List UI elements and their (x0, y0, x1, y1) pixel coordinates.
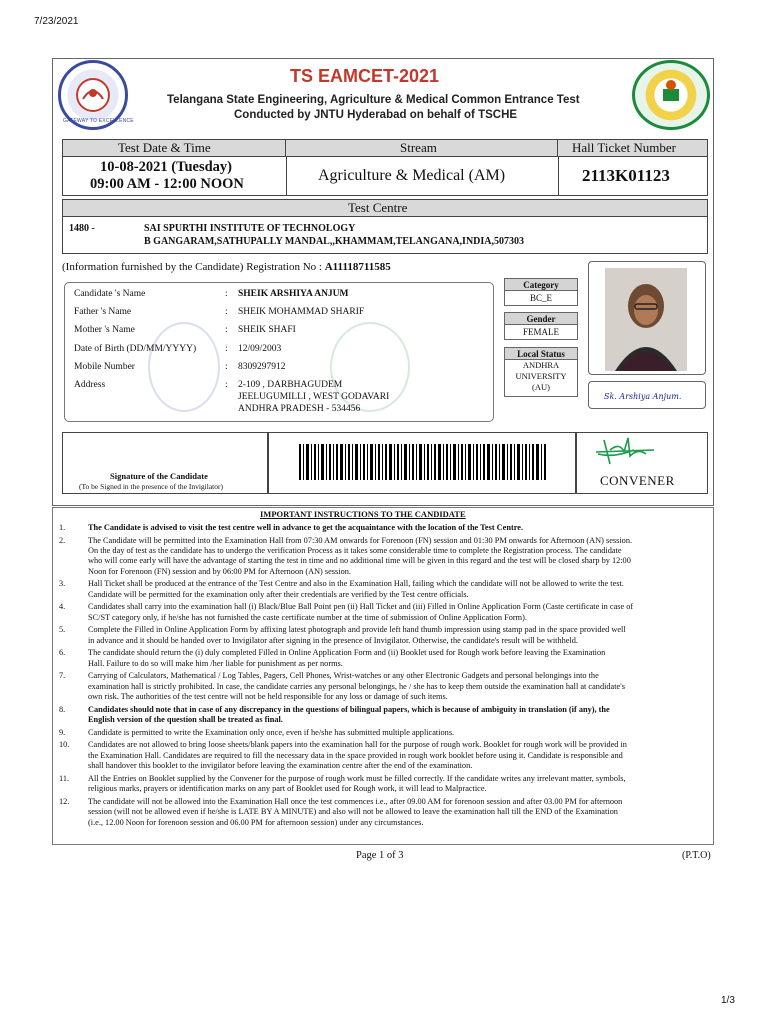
address-line-2: JEELUGUMILLI , WEST GODAVARI (238, 392, 390, 402)
address-label: Address (74, 380, 106, 390)
instruction-text: Carrying of Calculators, Mathematical / Log Tables, Pagers, Cell Phones, Wrist-watches or any other Electronic Gadgets and personal belongings into the (88, 671, 599, 681)
instruction-text: Candidates are not allowed to bring loose sheets/blank papers into the examination hall for the purpose of rough work. Booklet for rough work will be provided in (88, 740, 627, 750)
pto-label: (P.T.O) (682, 850, 711, 861)
instruction-number: 9. (59, 727, 66, 737)
instruction-text: Candidates should note that in case of any discrepancy in the questions of bilingual papers, which is because of ambiguity in translation (if any), the (88, 704, 610, 714)
instruction-number: 7. (59, 671, 66, 681)
instruction-text: Noon for Forenoon (FN) session and by 06:00 PM for Afternoon (AN) session. (88, 566, 351, 576)
instruction-text: The candidate should return the (i) duly completed Filled in Online Application Form and (ii) Booklet used for Rough work before leaving the Examination (88, 648, 606, 658)
gender-value: FEMALE (523, 327, 559, 337)
test-centre-heading: Test Centre (348, 200, 408, 215)
category-label: Category (505, 279, 577, 291)
candidate-signature-note: (To be Signed in the presence of the Invigilator) (79, 482, 224, 491)
instruction-number: 8. (59, 704, 66, 714)
instruction-number: 1. (59, 523, 66, 532)
left-logo-motto: GATEWAY TO EXCELLENCE (63, 118, 134, 124)
page-title (290, 66, 439, 87)
instruction-text: On the day of test as the candidate has to undergo the verification Process as it takes some considerable time to complete the Registration process. The candidate (88, 546, 622, 555)
instruction-number: 4. (59, 602, 66, 612)
mobile-number: 8309297912 (238, 362, 286, 372)
instruction-text: The Candidate is advised to visit the test centre well in advance to get the acquaintance with the location of the Test Centre. (88, 523, 524, 532)
instruction-number: 2. (59, 535, 66, 545)
address-line-1: 2-109 , DARBHAGUDEM (238, 380, 343, 390)
test-date: 10-08-2021 (Tuesday) (100, 159, 232, 175)
candidate-signature-label: Signature of the Candidate (110, 471, 208, 481)
instruction-number: 10. (59, 740, 70, 750)
gender-box (504, 312, 578, 340)
title-prefix: TS EAMCET (290, 66, 394, 86)
colon: : (225, 344, 228, 354)
instructions-heading: IMPORTANT INSTRUCTIONS TO THE CANDIDATE (260, 509, 466, 519)
colon: : (225, 362, 228, 372)
convener-signature (594, 432, 690, 468)
hall-ticket-number: 2113K01123 (582, 166, 670, 185)
instruction-text: session (will not be allowed even if he/she is LATE BY A MINUTE) and also will not be allowed to leave the examination hall till the END of the Examination (88, 807, 618, 817)
watermark-jntu-icon (148, 322, 220, 412)
instruction-text: Complete the Filled in Online Application Form by affixing latest photograph and provide left hand thumb impression using stamp pad in the space provided well (88, 625, 626, 635)
category-box (504, 278, 578, 306)
address-line-3: ANDHRA PRADESH - 534456 (238, 404, 361, 414)
instruction-number: 11. (59, 773, 70, 783)
instruction-text: Hall. Failure to do so will make him /her liable for punishment as per norms. (88, 658, 343, 668)
local-status-line-2: UNIVERSITY (515, 371, 567, 381)
centre-address: B GANGARAM,SATHUPALLY MANDAL,,KHAMMAM,TELANGANA,INDIA,507303 (144, 236, 524, 247)
colon: : (225, 380, 228, 390)
mother-name: SHEIK SHAFI (238, 325, 296, 335)
instruction-text: own risk. The authorities of the test centre will not be held responsible for any loss or damage of such items. (88, 692, 448, 702)
instruction-number: 6. (59, 648, 66, 658)
header-test-date: Test Date & Time (118, 140, 211, 155)
instruction-number: 3. (59, 579, 66, 589)
local-status-line-3: (AU) (532, 382, 550, 392)
registration-label: (Information furnished by the Candidate) Registration No : (62, 261, 325, 273)
divider (285, 139, 286, 157)
test-time: 09:00 AM - 12:00 NOON (90, 176, 244, 192)
stream-value: Agriculture & Medical (AM) (318, 167, 506, 184)
convener-label: CONVENER (600, 473, 675, 488)
subtitle-2: Conducted by JNTU Hyderabad on behalf of TSCHE (234, 109, 518, 121)
instruction-text: Candidate is permitted to write the Examination only once, even if he/she has submitted multiple applications. (88, 727, 455, 737)
local-status-label: Local Status (505, 348, 577, 360)
instruction-text: Hall Ticket shall be produced at the entrance of the Test Centre and also in the Examination Hall, failing which the candidate will not be allowed to write the test. (88, 579, 624, 589)
colon: : (225, 307, 228, 317)
instruction-text: SC/ST category only, if he/she has not furnished the caste certificate number at the time of submission of Online Application Form). (88, 612, 527, 622)
registration-number: A11118711585 (324, 261, 391, 273)
page-number: Page 1 of 3 (356, 850, 404, 861)
dob: 12/09/2003 (238, 344, 282, 354)
header-hall-ticket: Hall Ticket Number (572, 140, 676, 155)
father-name: SHEIK MOHAMMAD SHARIF (238, 307, 365, 317)
print-date: 7/23/2021 (34, 16, 79, 27)
photo-signature: Sk. Arshiya Anjum. (604, 392, 682, 401)
title-suffix: -2021 (393, 66, 440, 86)
barcode (299, 444, 547, 480)
header-stream: Stream (400, 140, 437, 155)
category-value: BC_E (529, 293, 552, 303)
page-footer-right: 1/3 (721, 995, 735, 1006)
instruction-text: Candidate will be permitted for the examination only after their credentials are verified by the Test centre officials. (88, 589, 469, 599)
instruction-text: religious marks, prayers or identification marks on any part of Booklet used for Rough work, it will lead to Malpractice. (88, 784, 487, 794)
instruction-text: (i.e., 12.00 Noon for forenoon session and 06.00 PM for afternoon session) under any circumstances. (88, 817, 424, 827)
tsche-logo (632, 60, 710, 130)
candidate-name-label: Candidate 's Name (74, 289, 146, 299)
instruction-text: who will come early will have the advantage of starting the test in time and no additional time will be given in this regard and the test will be closed sharp by 12:00 (88, 556, 631, 566)
instruction-text: All the Entries on Booklet supplied by the Convener for the purpose of rough work must be filled correctly. If the candidate writes any irrelevant matter, symbols, (88, 773, 626, 783)
father-name-label: Father 's Name (74, 307, 132, 317)
instruction-text: shall handover this booklet to the invigilator before leaving the examination centre after the end of the examination. (88, 761, 473, 771)
instruction-text: in advance and it should be handed over to Invigilator after signing in the presence of Invigilator. Otherwise, the candidate's result will be withheld. (88, 635, 578, 645)
instruction-text: The candidate will not be allowed into the Examination Hall once the test commences i.e., after 09.00 AM for forenoon session and after 03.00 PM for afternoon (88, 796, 623, 806)
instruction-text: The Candidate will be permitted into the Examination Hall from 07:30 AM onwards for Forenoon (FN) session and 01:30 PM onwards for Afternoon (AN) session. (88, 535, 633, 545)
instruction-text: Candidates shall carry into the examination hall (i) Black/Blue Ball Point pen (ii) Hall Ticket and (iii) Filled in Online Application Form (Caste certificate in case of (88, 602, 634, 612)
mother-name-label: Mother 's Name (74, 325, 135, 335)
centre-code: 1480 - (69, 223, 95, 234)
gender-label: Gender (505, 313, 577, 325)
instruction-text: the Examination Hall. Candidates are required to fill the necessary data in the space provided in rough work booklet before using it. Candidate is responsible and (88, 750, 623, 760)
centre-name: SAI SPURTHI INSTITUTE OF TECHNOLOGY (144, 223, 356, 234)
mobile-label: Mobile Number (74, 362, 135, 372)
divider (557, 139, 558, 157)
test-centre-box (62, 216, 708, 254)
instruction-text: examination hall is strictly prohibited. In case, the candidate carries any personal belongings, he / she has to keep them outside the examination hall at candidate's (88, 681, 625, 691)
candidate-photo (605, 268, 687, 371)
instruction-number: 12. (59, 796, 70, 806)
colon: : (225, 325, 228, 335)
dob-label: Date of Birth (DD/MM/YYYY) (74, 344, 197, 354)
registration-line (62, 261, 391, 273)
candidate-name: SHEIK ARSHIYA ANJUM (238, 289, 349, 299)
instruction-number: 5. (59, 625, 66, 635)
instruction-text: English version of the question shall be treated as final. (88, 715, 283, 725)
subtitle-1: Telangana State Engineering, Agriculture & Medical Common Entrance Test (167, 94, 580, 106)
local-status-line-1: ANDHRA (522, 360, 560, 370)
colon: : (225, 289, 228, 299)
local-status-box (504, 347, 578, 397)
